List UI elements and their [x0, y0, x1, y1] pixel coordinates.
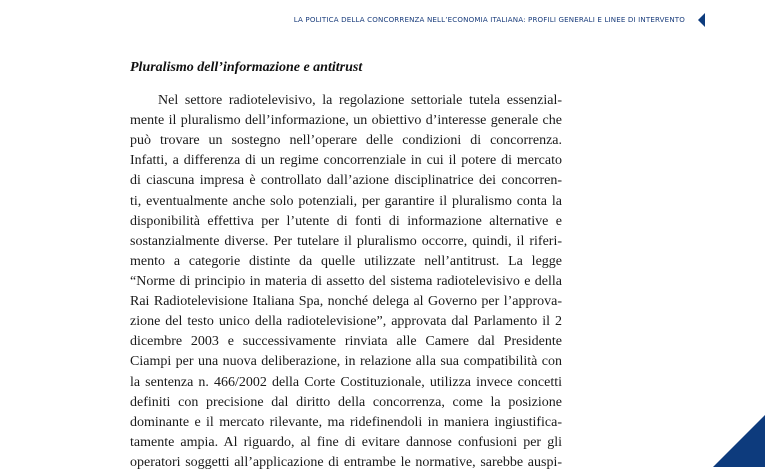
paragraph-line: Nel settore radiotelevisivo, la regolazione settoriale tutela essenzial- [158, 93, 562, 108]
paragraph-line: Infatti, a differenza di un regime concorrenziale in cui il potere di mercato [130, 153, 562, 169]
paragraph-line: “Norme di principio in materia di assetto del sistema radiotelevisivo e della [130, 273, 562, 289]
header-triangle-marker-icon [698, 13, 705, 27]
paragraph-line: Ciampi per una nuova deliberazione, in relazione alla sua compatibilità con [130, 354, 562, 370]
paragraph-line: di ciascuna impresa è controllato dall’azione disciplinatrice dei concorren- [130, 173, 562, 189]
corner-triangle-decoration-icon [713, 415, 765, 467]
paragraph-line: ti, eventualmente anche solo potenziali, per garantire il pluralismo conta la [130, 193, 562, 209]
paragraph-line: dominante e il mercato rilevante, ma ridefinendoli in maniera ingiustifica- [130, 414, 562, 430]
paragraph-line: disponibilità effettiva per l’utente di fonti di informazione alternative e [130, 213, 562, 229]
paragraph-line: mento a categorie distinte da quelle utilizzate nell’antitrust. La legge [130, 253, 562, 269]
section-title: Pluralismo dell’informazione e antitrust [130, 60, 363, 75]
paragraph-line: operatori soggetti all’applicazione di entrambe le normative, sarebbe auspi- [130, 454, 562, 470]
paragraph-line: zione del testo unico della radiotelevisione”, approvata dal Parlamento il 2 [130, 314, 562, 330]
paragraph-line: dicembre 2003 e successivamente rinviata alle Camere dal Presidente [130, 334, 562, 350]
paragraph-line: sostanzialmente diverse. Per tutelare il pluralismo occorre, quindi, il riferi- [130, 233, 562, 249]
paragraph-line: può trovare un sostegno nell’operare delle condizioni di concorrenza. [130, 133, 562, 149]
paragraph-line: tamente ampia. Al riguardo, al fine di evitare dannose confusioni per gli [130, 434, 562, 450]
paragraph-line: definiti con precisione dal diritto della concorrenza, come la posizione [130, 394, 562, 410]
body-paragraph [130, 91, 562, 473]
paragraph-line: la sentenza n. 466/2002 della Corte Costituzionale, utilizza invece concetti [130, 374, 562, 390]
running-header: LA POLITICA DELLA CONCORRENZA NELL’ECONOMIA ITALIANA: PROFILI GENERALI E LINEE DI INTERVENTO [293, 15, 685, 24]
paragraph-line: Rai Radiotelevisione Italiana Spa, nonché delega al Governo per l’approva- [130, 294, 562, 310]
paragraph-line: mente il pluralismo dell’informazione, un obiettivo d’interesse generale che [130, 113, 562, 129]
